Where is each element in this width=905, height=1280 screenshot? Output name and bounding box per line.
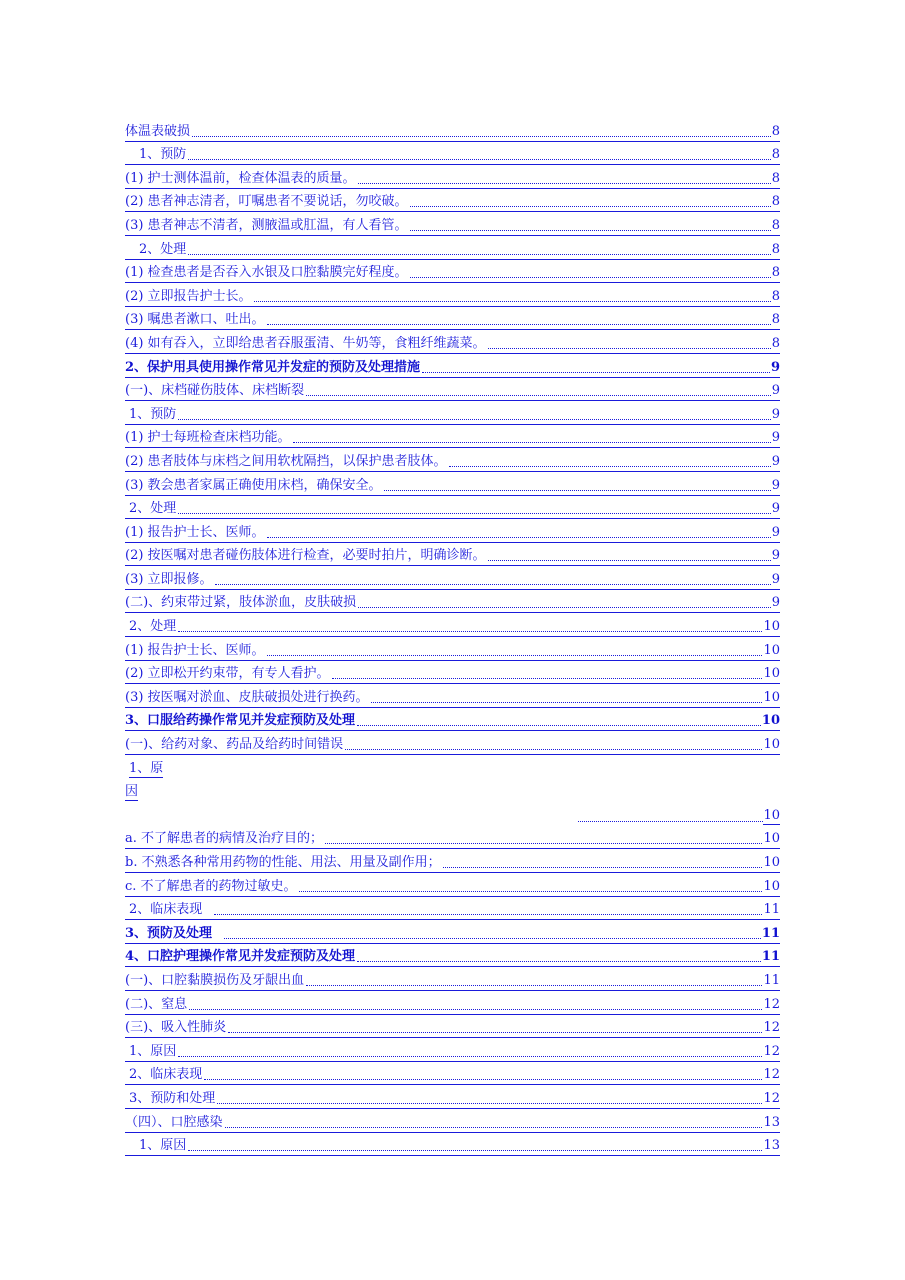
toc-entry[interactable] [125,897,780,921]
toc-entry-title: (1) 报告护士长、医师。 [125,524,265,540]
toc-entry-title: 2、临床表现 [129,1067,203,1083]
toc-entry[interactable] [125,849,780,873]
toc-entry[interactable] [125,165,780,189]
table-of-contents [125,118,780,1156]
toc-entry-title: 1、预防 [139,147,187,163]
toc-entry[interactable] [125,330,780,354]
toc-leader [293,442,771,443]
toc-leader [192,136,771,137]
toc-entry-title: a. 不了解患者的病情及治疗目的； [125,831,324,847]
toc-entry-page: 8 [771,288,780,304]
toc-leader [488,560,771,561]
toc-entry-page: 10 [763,855,780,870]
toc-entry-page: 9 [771,571,780,587]
toc-entry-page: 9 [771,548,780,564]
toc-entry[interactable] [125,566,780,590]
toc-entry-page: 12 [763,1067,780,1083]
toc-entry-page: 9 [771,524,780,540]
toc-entry[interactable] [125,189,780,213]
toc-entry-title: 2、临床表现 [129,902,203,918]
toc-leader [267,324,771,325]
toc-leader [325,843,762,844]
toc-entry-page: 11 [763,972,780,988]
toc-leader [357,725,761,726]
toc-entry-title: 2、处理 [129,619,177,635]
toc-entry-title: (1) 护士测体温前，检查体温表的质量。 [125,170,356,186]
toc-entry-title: (3) 按医嘱对淤血、皮肤破损处进行换药。 [125,689,369,705]
toc-entry[interactable] [125,118,780,142]
toc-entry-title: 因 [125,784,139,800]
toc-leader [204,1079,762,1080]
toc-entry-page: 8 [771,123,780,139]
toc-entry-title: (二)、窒息 [125,996,188,1012]
toc-entry-split-line2[interactable] [125,779,780,803]
toc-entry-split-line1[interactable] [125,755,780,779]
toc-entry-title: 1、原 [129,760,164,776]
toc-entry[interactable] [125,543,780,567]
toc-leader [188,254,770,255]
toc-entry-title: 2、处理 [139,241,187,257]
toc-entry[interactable] [125,448,780,472]
toc-entry[interactable] [125,708,780,732]
toc-entry-title: 3、预防和处理 [129,1090,216,1106]
toc-leader [214,914,762,915]
toc-entry[interactable] [125,967,780,991]
toc-leader [178,1056,762,1057]
toc-entry[interactable] [125,378,780,402]
toc-leader [217,1103,762,1104]
toc-entry-title: (1) 报告护士长、医师。 [125,642,265,658]
toc-entry[interactable] [125,212,780,236]
toc-entry[interactable] [125,613,780,637]
toc-entry[interactable] [125,283,780,307]
toc-entry[interactable] [125,401,780,425]
toc-entry-page: 10 [763,878,780,894]
toc-entry-page: 12 [763,1020,780,1036]
toc-entry-page: 10 [763,737,780,753]
toc-entry[interactable] [125,991,780,1015]
toc-entry-title: c. 不了解患者的药物过敏史。 [125,878,297,894]
toc-entry-page: 10 [763,619,780,635]
toc-leader [384,490,771,491]
toc-entry-page: 8 [771,265,780,281]
toc-leader [225,1127,763,1128]
toc-entry-page: 11 [761,949,780,965]
toc-entry-title: (2) 患者神志清者，叮嘱患者不要说话，勿咬破。 [125,194,408,210]
toc-entry[interactable] [125,731,780,755]
toc-entry-title: (2) 患者肢体与床档之间用软枕隔挡，以保护患者肢体。 [125,453,447,469]
toc-entry-page: 9 [771,477,780,493]
toc-entry-title: (一)、给药对象、药品及给药时间错误 [125,737,344,753]
toc-entry-page: 9 [771,501,780,517]
toc-entry-page: 13 [763,1114,780,1130]
toc-entry[interactable] [125,1133,780,1157]
toc-leader [410,277,771,278]
toc-leader [254,301,771,302]
toc-entry-title: (2) 立即松开约束带，有专人看护。 [125,666,330,682]
toc-entry-page: 11 [763,902,780,918]
toc-entry[interactable] [125,496,780,520]
toc-leader [188,159,770,160]
toc-entry-title: 4、口腔护理操作常见并发症预防及处理 [125,949,356,965]
toc-leader [306,395,771,396]
toc-leader [178,631,762,632]
toc-leader [345,749,762,750]
toc-entry-page: 8 [771,335,780,351]
toc-leader [188,1150,762,1151]
toc-entry-page: 12 [763,1043,780,1059]
toc-entry-title: (二)、约束带过紧，肢体淤血，皮肤破损 [125,595,357,611]
toc-entry-title: (1) 检查患者是否吞入水银及口腔黏膜完好程度。 [125,265,408,281]
toc-entry-title: (1) 护士每班检查床档功能。 [125,430,291,446]
toc-entry-page: 8 [771,217,780,233]
toc-entry-page: 12 [763,1090,780,1106]
toc-leader [443,867,763,868]
toc-entry[interactable] [125,1038,780,1062]
toc-entry-page: 9 [771,453,780,469]
toc-leader [215,584,771,585]
toc-entry-page: 10 [763,642,780,658]
toc-entry-title: 1、原因 [139,1138,187,1154]
toc-leader [189,1009,762,1010]
toc-entry-title: (一)、口腔黏膜损伤及牙龈出血 [125,972,305,988]
toc-entry[interactable] [125,260,780,284]
toc-entry[interactable] [125,142,780,166]
toc-entry[interactable] [125,920,780,944]
toc-entry[interactable] [125,1085,780,1109]
toc-leader [267,655,763,656]
toc-entry-page: 9 [770,359,780,375]
toc-entry-title: 1、预防 [129,406,177,422]
toc-entry-page: 8 [771,241,780,257]
toc-entry[interactable] [125,637,780,661]
toc-entry-page: 9 [771,406,780,422]
toc-entry[interactable] [125,1015,780,1039]
toc-leader [488,348,771,349]
toc-entry-title: (3) 立即报修。 [125,571,213,587]
toc-entry[interactable] [125,873,780,897]
toc-entry-page: 8 [771,170,780,186]
toc-entry-page: 10 [763,689,780,705]
toc-entry-title: 3、预防及处理 [125,925,213,941]
toc-entry-page: 8 [771,312,780,328]
toc-entry-page: 8 [771,147,780,163]
toc-entry-page: 11 [761,925,780,941]
toc-section-part2 [125,826,780,1156]
toc-leader [357,961,761,962]
toc-leader [578,821,763,822]
toc-entry-title: (3) 嘱患者漱口、吐出。 [125,312,265,328]
toc-leader [228,1032,762,1033]
toc-leader [358,607,771,608]
toc-entry-title: (一)、床档碰伤肢体、床档断裂 [125,383,305,399]
toc-entry[interactable] [125,425,780,449]
toc-leader [449,466,771,467]
toc-entry-title: (2) 按医嘱对患者碰伤肢体进行检查，必要时拍片，明确诊断。 [125,548,486,564]
toc-entry[interactable] [125,307,780,331]
toc-entry-page: 9 [771,595,780,611]
toc-entry[interactable] [125,1062,780,1086]
toc-entry-title: b. 不熟悉各种常用药物的性能、用法、用量及副作用； [125,855,441,870]
toc-entry-page: 9 [771,383,780,399]
toc-entry-page: 10 [761,713,780,729]
toc-entry[interactable] [125,661,780,685]
toc-leader [178,419,770,420]
toc-leader [224,938,761,939]
toc-leader [306,985,762,986]
toc-entry-title: （四）、口腔感染 [125,1114,223,1130]
toc-entry[interactable] [125,354,780,378]
toc-entry-split-line3[interactable] [125,802,780,826]
toc-entry-title: 2、处理 [129,501,177,517]
toc-leader [371,702,763,703]
toc-leader [178,513,770,514]
toc-leader [267,537,771,538]
toc-leader [410,230,771,231]
toc-entry[interactable] [125,684,780,708]
toc-entry-title: 2、保护用具使用操作常见并发症的预防及处理措施 [125,359,421,375]
toc-entry[interactable] [125,1109,780,1133]
toc-entry[interactable] [125,519,780,543]
toc-leader [332,678,763,679]
toc-entry-page: 9 [771,430,780,446]
toc-entry[interactable] [125,826,780,850]
toc-entry-page: 8 [771,194,780,210]
toc-section-part1 [125,118,780,755]
toc-entry[interactable] [125,944,780,968]
toc-entry-page: 10 [763,807,780,823]
toc-entry-page: 13 [763,1138,780,1154]
toc-entry-title: (3) 患者神志不清者，测腋温或肛温，有人看管。 [125,217,408,233]
toc-entry-page: 12 [763,996,780,1012]
toc-entry-title: (4) 如有吞入，立即给患者吞服蛋清、牛奶等，食粗纤维蔬菜。 [125,335,486,351]
toc-leader [358,183,771,184]
toc-leader [299,891,763,892]
toc-entry[interactable] [125,472,780,496]
toc-entry-title: (3) 教会患者家属正确使用床档，确保安全。 [125,477,382,493]
toc-entry-title: 3、口服给药操作常见并发症预防及处理 [125,713,356,729]
toc-entry-page: 10 [763,666,780,682]
toc-entry-title: (三)、吸入性肺炎 [125,1020,227,1036]
toc-entry-title: (2) 立即报告护士长。 [125,288,252,304]
toc-entry[interactable] [125,590,780,614]
toc-entry-title: 体温表破损 [125,123,191,139]
toc-leader [422,372,770,373]
toc-entry[interactable] [125,236,780,260]
toc-leader [410,206,771,207]
toc-entry-page: 10 [763,831,780,847]
toc-entry-title: 1、原因 [129,1043,177,1059]
